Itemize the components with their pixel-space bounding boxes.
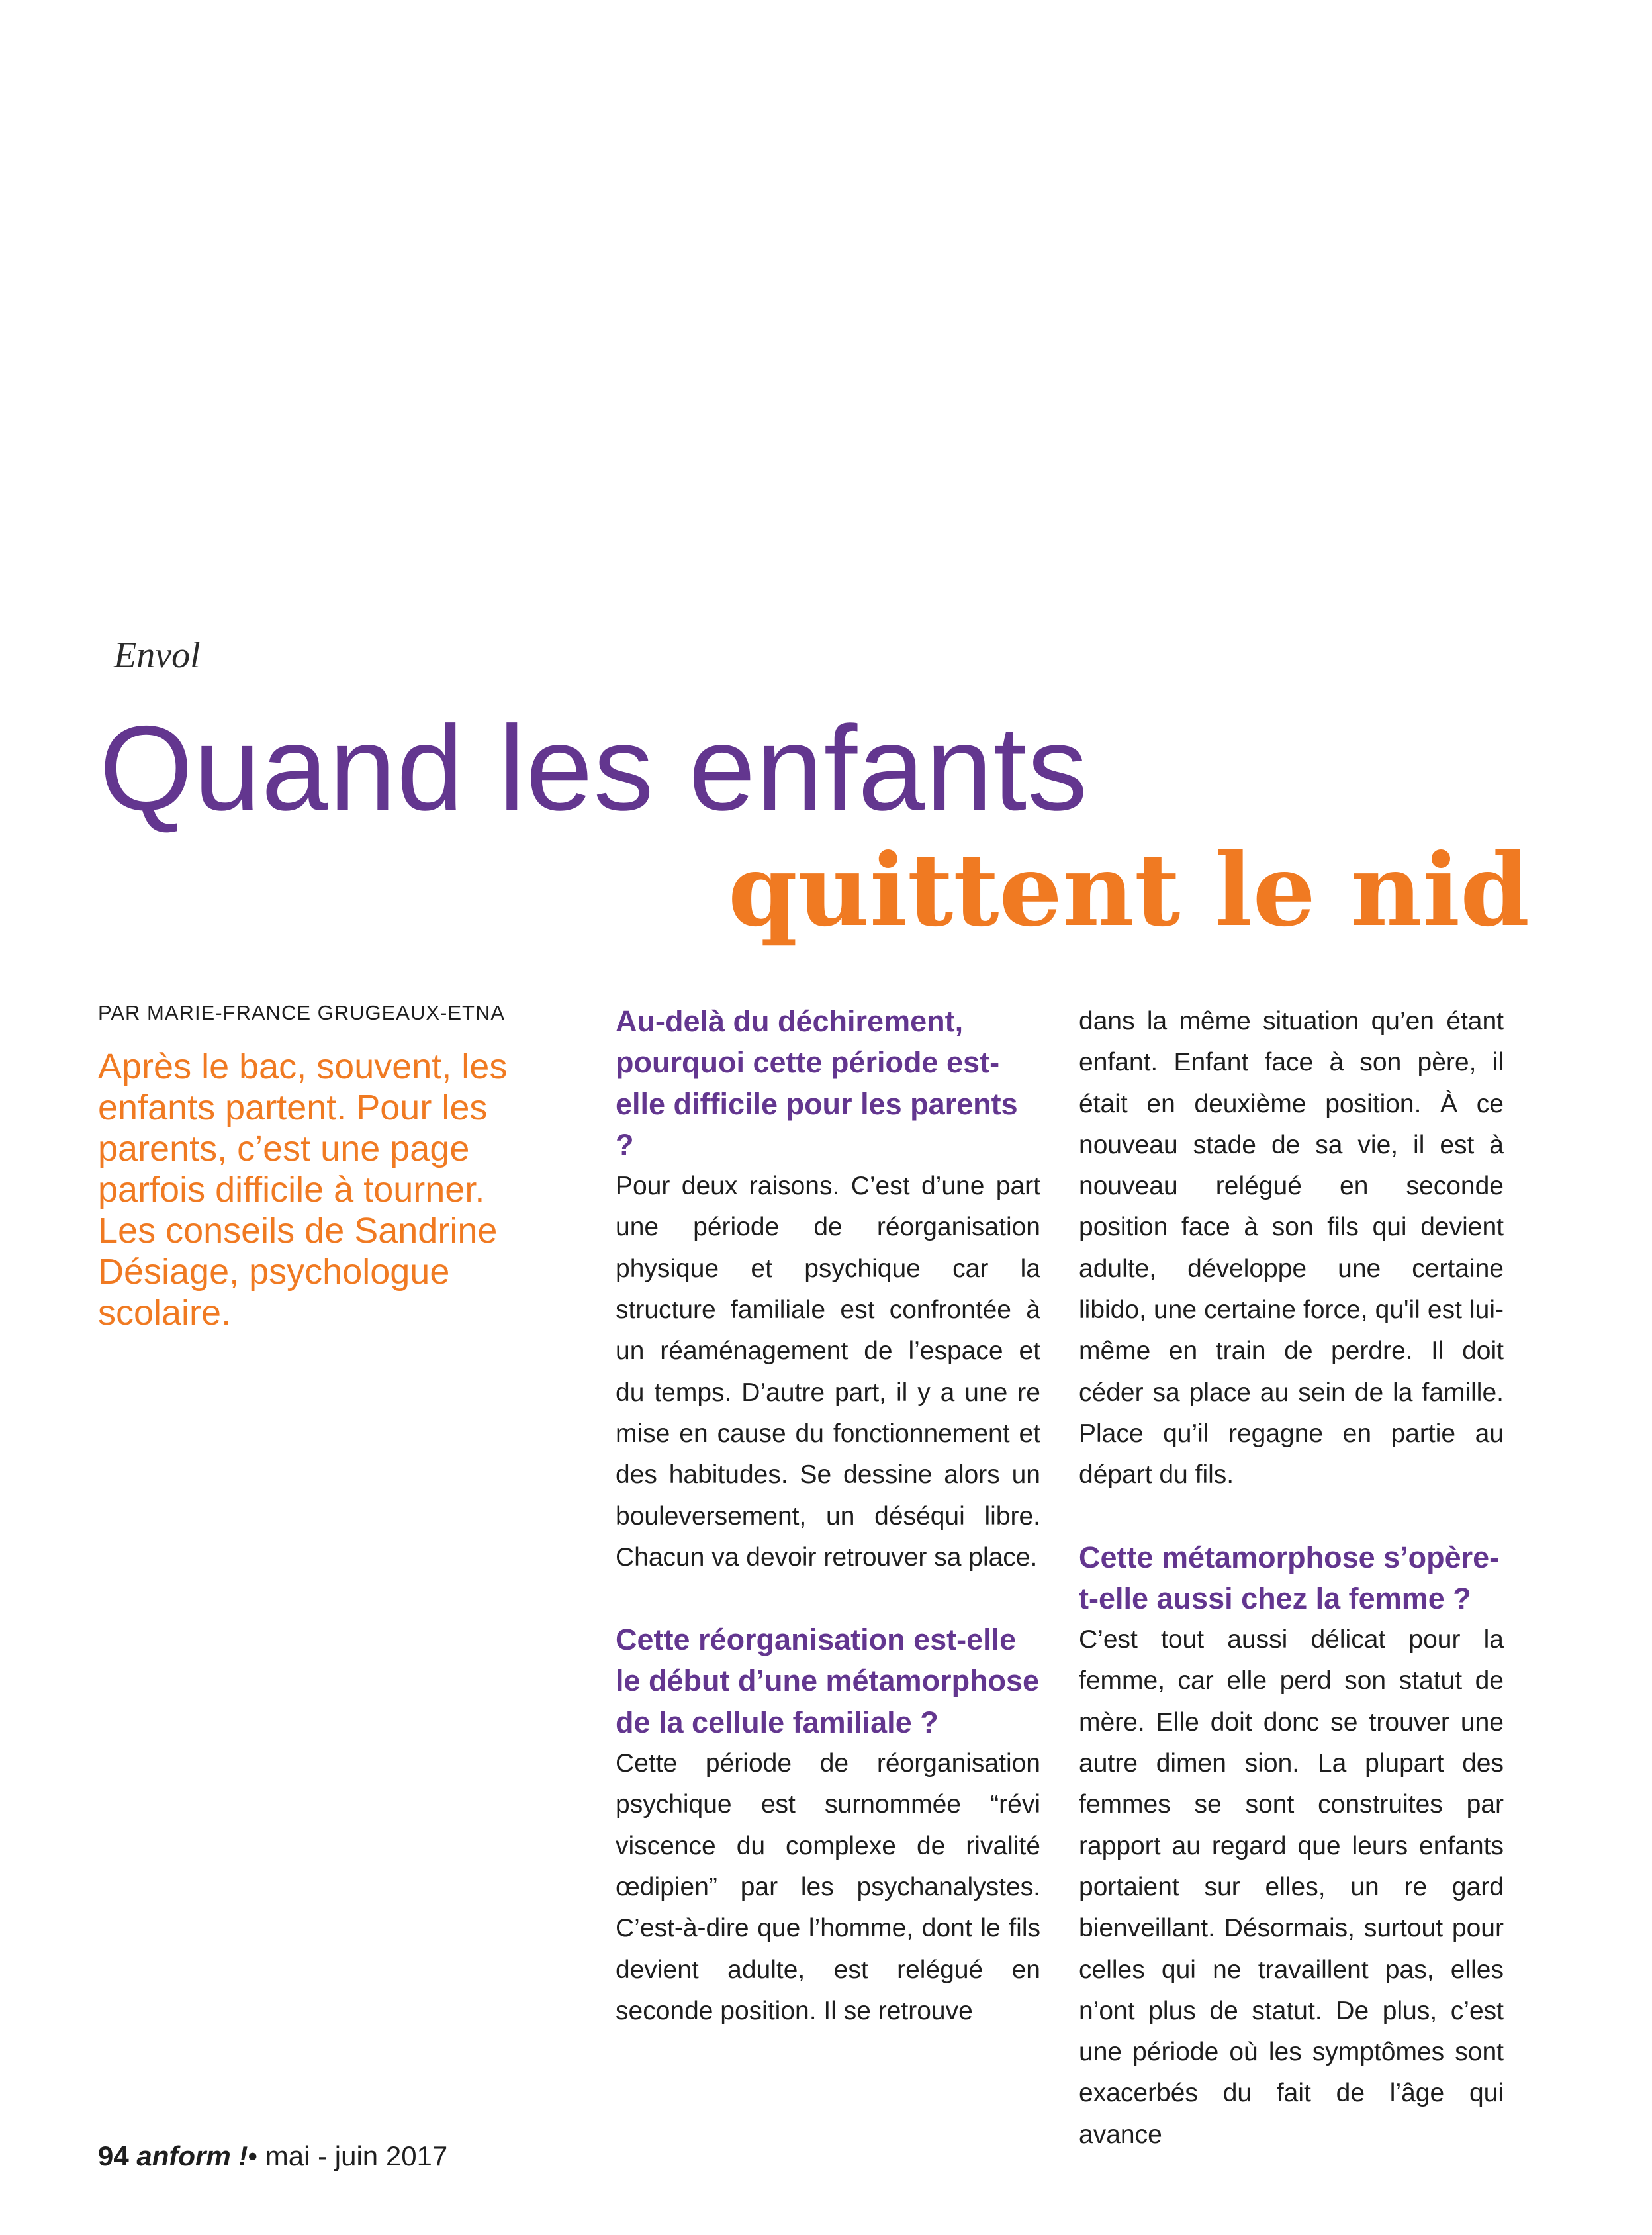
answer-paragraph: C’est tout aussi délicat pour la femme, car elle perd son statut de mère. Elle doit donc se trouver une autre dimen sion. La plupart des femmes se sont construites par rapport au regard que leurs enfants portaient sur elles, un re gard bienveillant. Désormais, surtout pour celles qui ne travaillent pas, elles n’ont plus de statut. De plus, c’est une période où les symptômes sont exacerbés du fait de l’âge qui avance — [1079, 1625, 1504, 2149]
headline-line-2: quittent le nid — [728, 832, 1530, 949]
answer-paragraph: Pour deux raisons. C’est d’une part une période de réorganisation physique et psychique car la structure familiale est confrontée à un réaménagement de l’espace et du temps. D’autre part, il y a une re mise en cause du fonctionnement et des habitudes. Se dessine alors un bouleversement, un déséqui libre. Chacun va devoir retrouver sa place. — [616, 1172, 1040, 1572]
intro-standfirst: Après le bac, souvent, les enfants partent. Pour les parents, c’est une page parfois difficile à tourner. Les conseils de Sandrine Désiage, psychologue scolaire. — [98, 1047, 508, 1333]
magazine-name: anform ! — [136, 2140, 248, 2171]
answer-paragraph: Cette période de réorganisation psychique est surnommée “révi viscence du complexe de rivalité œdipien” par les psychanalystes. C’est-à-dire que l’homme, dont le fils devient adulte, est relégué en seconde position. Il se retrouve — [616, 1749, 1040, 2025]
question-heading: Cette réorganisation est-elle le début d’une métamorphose de la cellule familiale ? — [616, 1623, 1040, 1739]
page-number: 94 — [98, 2140, 129, 2171]
headline-line-1: Quand les enfants — [99, 700, 1089, 835]
question-heading: Cette métamorphose s’opère-t-elle aussi chez la femme ? — [1079, 1540, 1500, 1615]
issue-date: mai - juin 2017 — [265, 2140, 448, 2171]
paragraph-spacer — [616, 1578, 1040, 1619]
text-column-right — [1079, 1001, 1504, 2156]
paragraph-spacer — [1079, 1496, 1504, 1537]
section-kicker: Envol — [114, 635, 201, 676]
page-footer — [98, 2140, 447, 2172]
byline: PAR MARIE-FRANCE GRUGEAUX-ETNA — [98, 1001, 506, 1024]
question-heading: Au-delà du déchirement, pourquoi cette période est-elle difficile pour les parents ? — [616, 1004, 1018, 1162]
text-column-middle — [616, 1001, 1040, 2032]
footer-separator: • — [248, 2140, 258, 2171]
answer-paragraph: dans la même situation qu’en étant enfant. Enfant face à son père, il était en deuxième position. À ce nouveau stade de sa vie, il est à nouveau relégué en seconde position face à son fils qui devient adulte, développe une certaine libido, une certaine force, qu'il est lui-même en train de perdre. Il doit céder sa place au sein de la famille. Place qu’il regagne en partie au départ du fils. — [1079, 1007, 1504, 1490]
